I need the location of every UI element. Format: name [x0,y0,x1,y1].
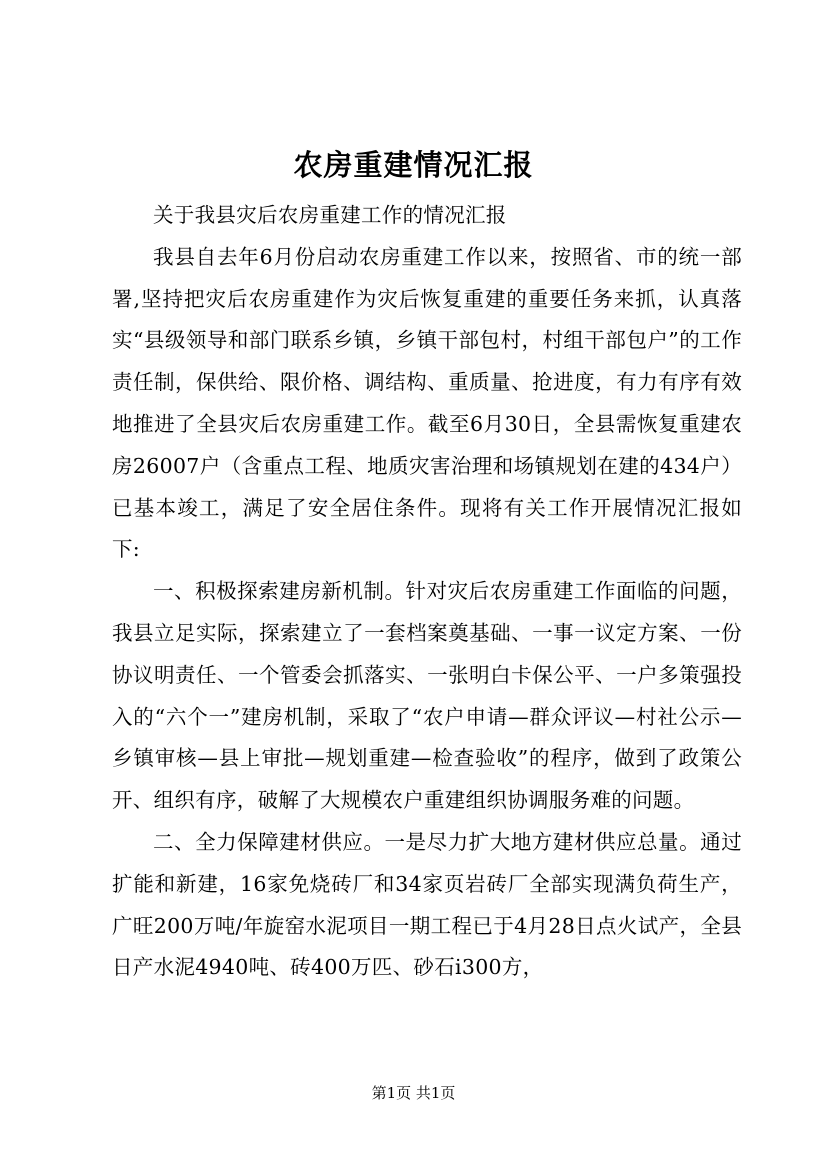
section-two-paragraph: 二、全力保障建材供应。一是尽力扩大地方建材供应总量。通过扩能和新建，16家免烧砖厂和34家页岩砖厂全部实现满负荷生产，广旺200万吨/年旋窑水泥项目一期工程已于4月28日点火试产，全县日产水泥4940吨、砖400万匹、砂石i300方， [112,829,742,980]
document-body [112,195,742,989]
page-number-footer: 第1页 共1页 [371,1084,456,1102]
document-title: 农房重建情况汇报 [293,148,534,182]
subtitle-paragraph: 关于我县灾后农房重建工作的情况汇报 [153,203,507,227]
intro-paragraph: 我县自去年6月份启动农房重建工作以来，按照省、市的统一部署,坚持把灾后农房重建作为灾后恢复重建的重要任务来抓，认真落实“县级领导和部门联系乡镇，乡镇干部包村，村组干部包户”的工作责任制，保供给、限价格、调结构、重质量、抢进度，有力有序有效地推进了全县灾后农房重建工作。截至6月30日，全县需恢复重建农房26007户（含重点工程、地质灾害治理和场镇规划在建的434户）已基本竣工，满足了安全居住条件。现将有关工作开展情况汇报如下: [112,244,742,562]
section-one-paragraph: 一、积极探索建房新机制。针对灾后农房重建工作面临的问题，我县立足实际，探索建立了一套档案奠基础、一事一议定方案、一份协议明责任、一个管委会抓落实、一张明白卡保公平、一户多策强投入的“六个一”建房机制，采取了“农户申请—群众评议—村社公示—乡镇审核—县上审批—规划重建—检查验收”的程序，做到了政策公开、组织有序，破解了大规模农户重建组织协调服务难的问题。 [112,579,742,813]
